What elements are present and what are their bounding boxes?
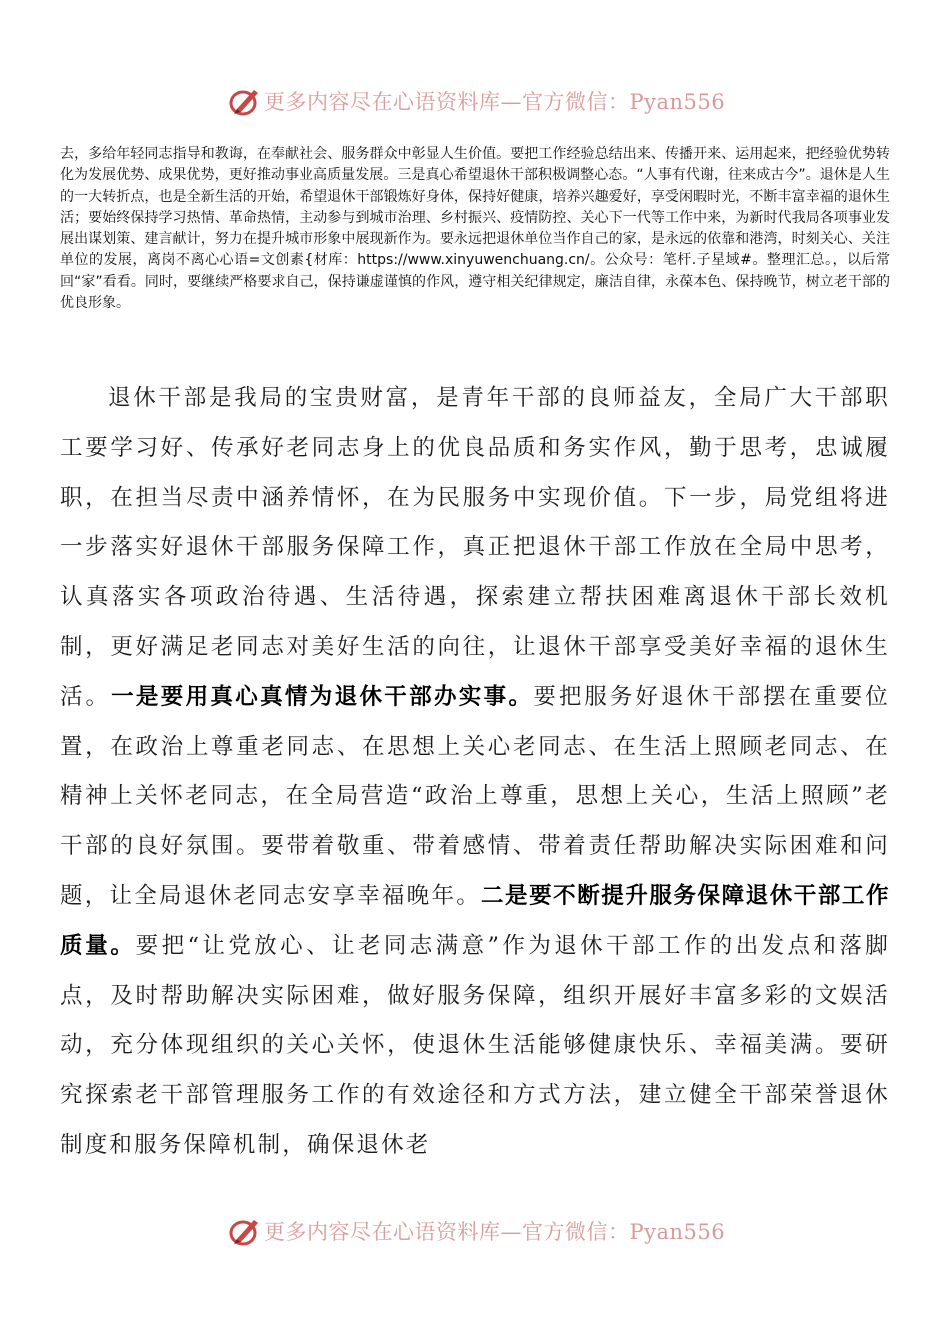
emphasis-point-one: 一是要用真心真情为退休干部办实事。: [111, 683, 534, 710]
emphasis-point-two: 二是要不断提升服务保障退休干部工作质量。: [60, 882, 890, 959]
paragraph-text: 要把服务好退休干部摆在重要位置，在政治上尊重老同志、在思想上关心老同志、在生活上照顾老同志、在精神上关怀老同志，在全局营造“政治上尊重，思想上关心，生活上照顾”老干部的良好氛围。要带着敬重、带着感情、带着责任帮助解决实际困难和问题，让全局退休老同志安享幸福晚年。: [60, 683, 890, 909]
pen-circle-logo-icon: [228, 1216, 262, 1248]
watermark-text: 更多内容尽在心语资料库—官方微信：Pyan556: [264, 90, 726, 114]
document-paragraph-small: 去，多给年轻同志指导和教诲，在奉献社会、服务群众中彰显人生价值。要把工作经验总结出来、传播开来、运用起来，把经验优势转化为发展优势、成果优势，更好推动事业高质量发展。三是真心希望退休干部积极调整心态。“人事有代谢，往来成古今”。退休是人生的一大转折点，也是全新生活的开始，希望退休干部锻炼好身体，保持好健康，培养兴趣爱好，享受闲暇时光，不断丰富幸福的退休生活；要始终保持学习热情、革命热情，主动参与到城市治理、乡村振兴、疫情防控、关心下一代等工作中来，为新时代我局各项事业发展出谋划策、建言献计，努力在提升城市形象中展现新作为。要永远把退休单位当作自己的家，是永远的依靠和港湾，时刻关心、关注单位的发展，离岗不离心心语=文创素{材库：https://www.xinyuwenchuang.cn/。公众号：笔杆.子星域#。整理汇总。，以后常回“家”看看。同时，要继续严格要求自己，保持谦虚谨慎的作风，遵守相关纪律规定，廉洁自律，永葆本色、保持晚节，树立老干部的优良形象。: [60, 146, 890, 312]
pen-circle-logo-icon: [228, 86, 262, 118]
footer-watermark: [0, 1212, 950, 1252]
header-watermark: [0, 82, 950, 122]
document-paragraph-main: [60, 374, 890, 1171]
paragraph-text: 要把“让党放心、让老同志满意”作为退休干部工作的出发点和落脚点，及时帮助解决实际困难，做好服务保障，组织开展好丰富多彩的文娱活动，充分体现组织的关心关怀，使退休生活能够健康快乐、幸福美满。要研究探索老干部管理服务工作的有效途径和方式方法，建立健全干部荣誉退休制度和服务保障机制，确保退休老: [60, 932, 890, 1158]
paragraph-text: 退休干部是我局的宝贵财富，是青年干部的良师益友，全局广大干部职工要学习好、传承好老同志身上的优良品质和务实作风，勤于思考，忠诚履职，在担当尽责中涵养情怀，在为民服务中实现价值。下一步，局党组将进一步落实好退休干部服务保障工作，真正把退休干部工作放在全局中思考，认真落实各项政治待遇、生活待遇，探索建立帮扶困难离退休干部长效机制，更好满足老同志对美好生活的向往，让退休干部享受美好幸福的退休生活。: [60, 385, 890, 710]
watermark-text: 更多内容尽在心语资料库—官方微信：Pyan556: [264, 1220, 726, 1244]
